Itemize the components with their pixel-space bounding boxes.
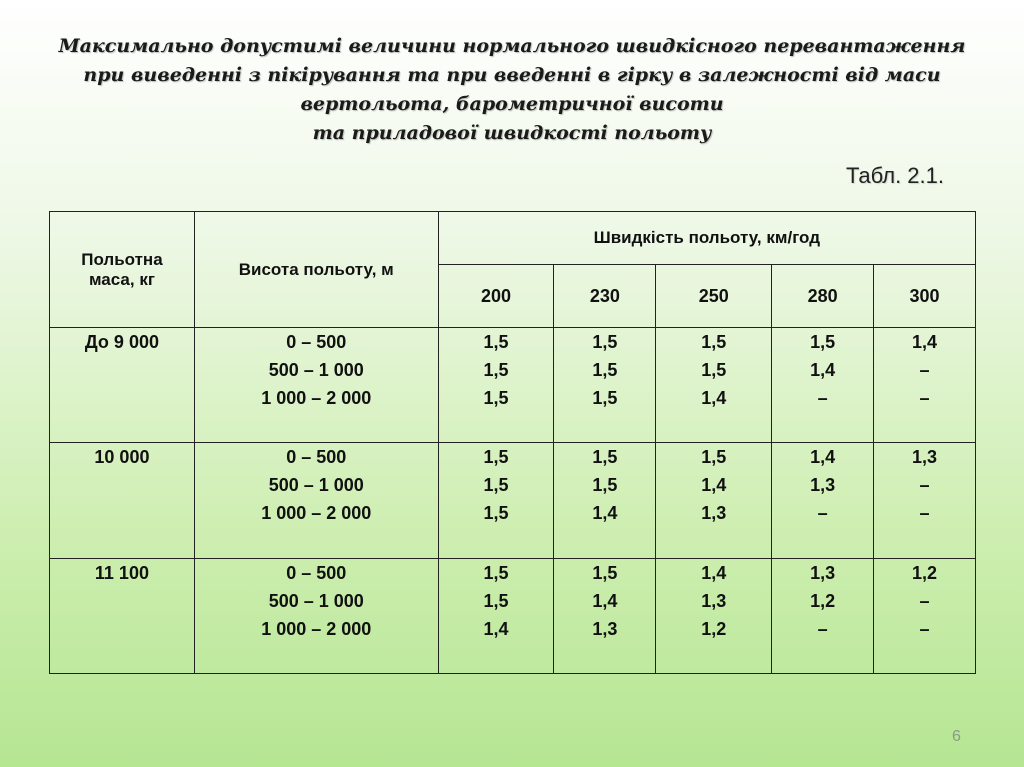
value-cell	[554, 558, 656, 673]
value: –	[919, 388, 930, 408]
value: 1,5	[701, 360, 727, 380]
value-cell	[772, 328, 874, 443]
value-cell	[772, 443, 874, 558]
value: 1,4	[810, 360, 836, 380]
height-range: 1 000 – 2 000	[261, 503, 372, 524]
value: 1,5	[483, 447, 509, 468]
table-label: Табл. 2.1.	[845, 163, 944, 188]
value: 1,3	[592, 618, 618, 639]
value: 1,4	[592, 590, 618, 611]
table-row	[50, 443, 976, 558]
overload-table	[49, 211, 976, 674]
height-range: 1 000 – 2 000	[261, 388, 372, 408]
value: –	[919, 590, 930, 611]
value: 1,3	[701, 503, 727, 524]
height-range: 1 000 – 2 000	[261, 618, 372, 639]
header-height: Висота польоту, м	[194, 212, 438, 328]
value: –	[919, 618, 930, 639]
speed-230: 230	[554, 265, 656, 328]
value: 1,2	[810, 590, 836, 611]
table-row	[50, 328, 976, 443]
height-cell	[194, 328, 438, 443]
height-cell	[194, 558, 438, 673]
value-cell	[438, 558, 554, 673]
value: 1,5	[483, 388, 509, 408]
value: 1,5	[592, 332, 618, 352]
value: 1,5	[483, 332, 509, 352]
value: 1,5	[483, 503, 509, 524]
header-speed: Швидкість польоту, км/год	[438, 212, 975, 265]
value: –	[919, 475, 930, 496]
value: 1,5	[701, 447, 727, 468]
value: 1,4	[701, 562, 727, 583]
value-cell	[438, 443, 554, 558]
page-number: 6	[952, 728, 961, 745]
value: 1,5	[810, 332, 836, 352]
header-mass	[50, 212, 195, 328]
value-cell	[772, 558, 874, 673]
height-range: 0 – 500	[286, 447, 347, 468]
value-cell	[874, 558, 976, 673]
value: 1,4	[592, 503, 618, 524]
value: 1,2	[701, 618, 727, 639]
height-range: 0 – 500	[286, 562, 347, 583]
value: –	[817, 388, 828, 408]
speed-200: 200	[438, 265, 554, 328]
value: 1,5	[483, 562, 509, 583]
speed-250: 250	[656, 265, 772, 328]
value: 1,5	[701, 332, 727, 352]
mass-cell: 10 000	[50, 443, 195, 558]
value-cell	[874, 328, 976, 443]
table-row	[50, 558, 976, 673]
value: 1,3	[912, 447, 938, 468]
value-cell	[874, 443, 976, 558]
value-cell	[656, 558, 772, 673]
value: 1,4	[701, 388, 727, 408]
speed-300: 300	[874, 265, 976, 328]
value: –	[817, 618, 828, 639]
title-line: Максимально допустимі величини нормального швидкісного перевантаження	[58, 35, 966, 57]
value: –	[919, 360, 930, 380]
slide-title	[0, 32, 1024, 148]
header-mass-line: маса, кг	[88, 269, 155, 289]
height-range: 500 – 1 000	[268, 360, 364, 380]
value: 1,2	[912, 562, 938, 583]
value: 1,5	[483, 475, 509, 496]
height-range: 0 – 500	[286, 332, 347, 352]
value-cell	[656, 443, 772, 558]
value: 1,4	[483, 618, 509, 639]
value: 1,4	[810, 447, 836, 468]
value: 1,5	[483, 360, 509, 380]
height-range: 500 – 1 000	[268, 590, 364, 611]
value: –	[817, 503, 828, 524]
value: 1,3	[810, 475, 836, 496]
value: 1,5	[592, 562, 618, 583]
value: 1,5	[483, 590, 509, 611]
title-line: та приладової швидкості польоту	[312, 122, 712, 144]
title-line: вертольота, барометричної висоти	[300, 93, 724, 115]
value-cell	[656, 328, 772, 443]
value: 1,5	[592, 475, 618, 496]
value: 1,4	[912, 332, 938, 352]
value-cell	[554, 443, 656, 558]
header-mass-line: Польотна	[81, 249, 163, 269]
height-cell	[194, 443, 438, 558]
value: 1,5	[592, 388, 618, 408]
value: 1,3	[810, 562, 836, 583]
value-cell	[554, 328, 656, 443]
height-range: 500 – 1 000	[268, 475, 364, 496]
value: –	[919, 503, 930, 524]
value-cell	[438, 328, 554, 443]
mass-cell: До 9 000	[50, 328, 195, 443]
value: 1,4	[701, 475, 727, 496]
value: 1,3	[701, 590, 727, 611]
value: 1,5	[592, 447, 618, 468]
value: 1,5	[592, 360, 618, 380]
speed-280: 280	[772, 265, 874, 328]
title-line: при виведенні з пікірування та при введенні в гірку в залежності від маси	[83, 64, 941, 86]
mass-cell: 11 100	[50, 558, 195, 673]
